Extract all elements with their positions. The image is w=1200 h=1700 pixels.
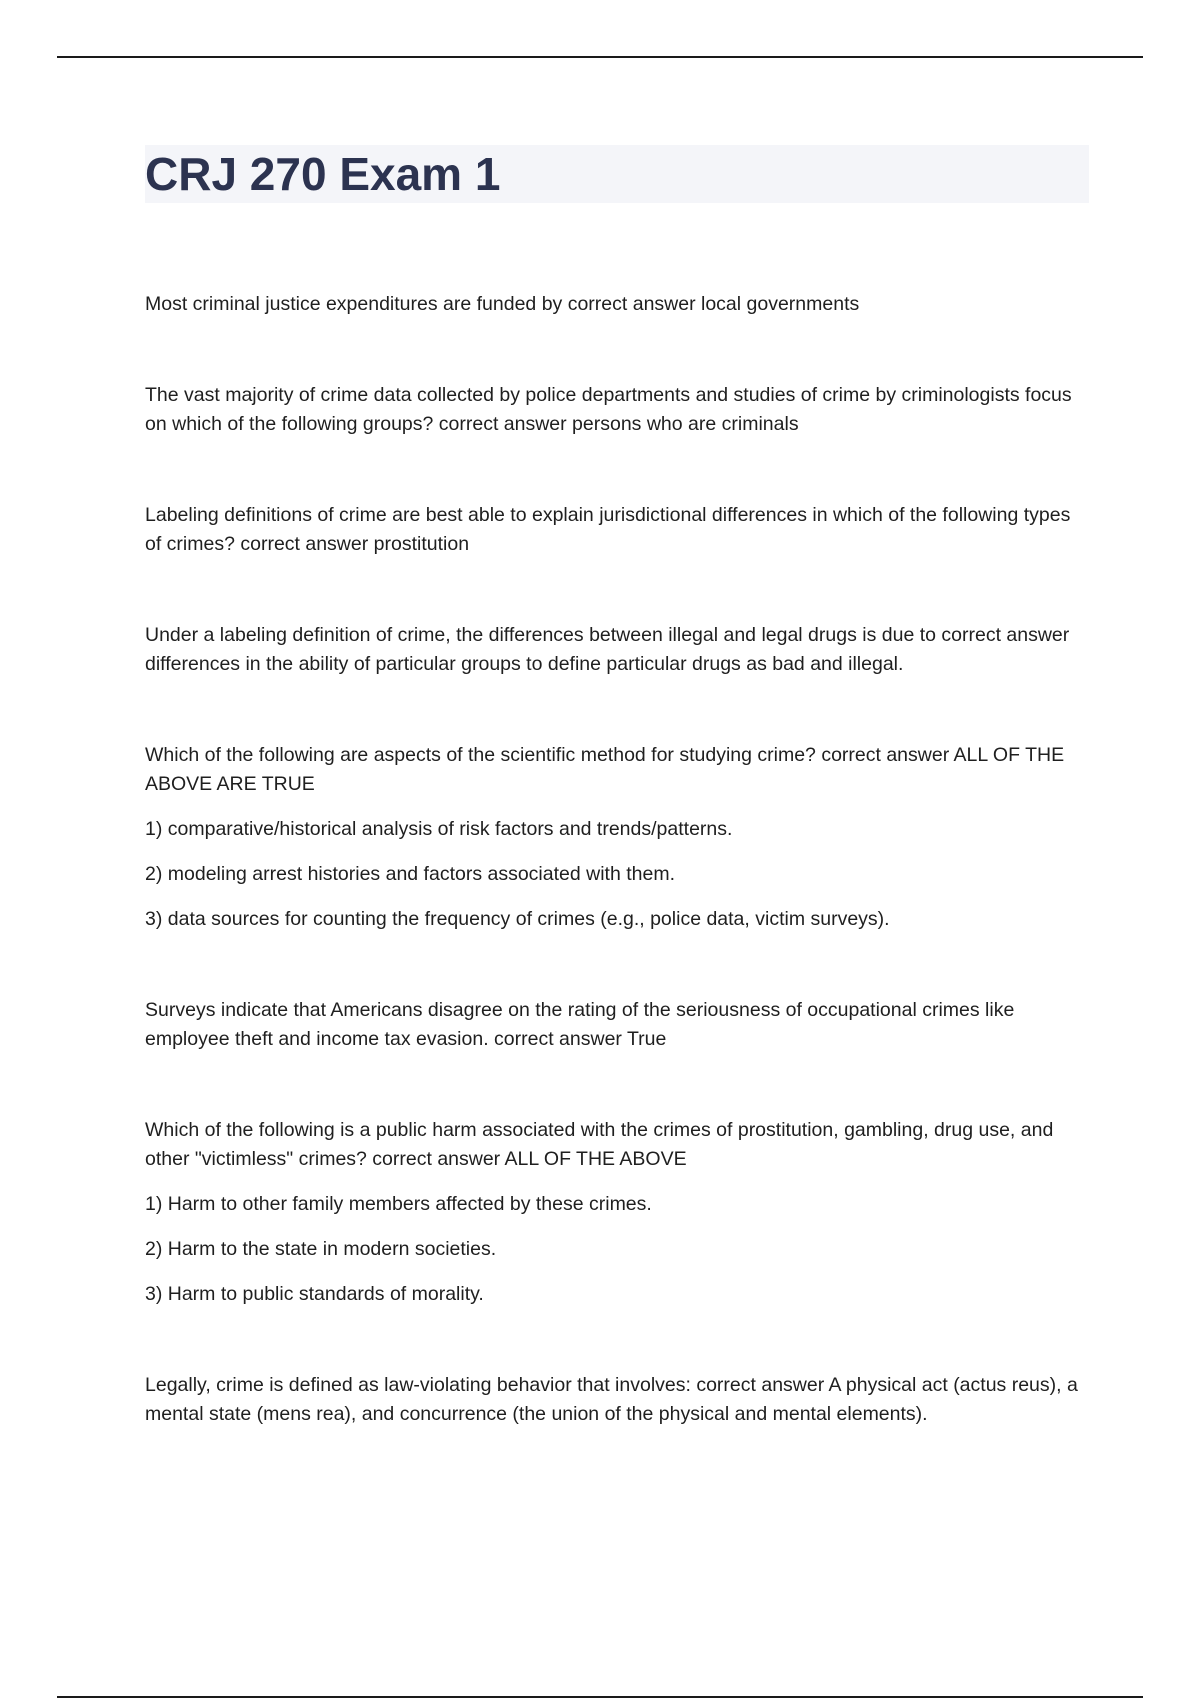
option-item: 2) Harm to the state in modern societies. — [145, 1238, 497, 1260]
qa-item — [145, 621, 1085, 679]
option-item: 1) comparative/historical analysis of risk factors and trends/patterns. — [145, 818, 733, 840]
qa-item — [145, 996, 1085, 1054]
qa-item — [145, 501, 1085, 559]
qa-item — [145, 290, 1085, 319]
page-title: CRJ 270 Exam 1 — [145, 148, 501, 200]
option-item: 2) modeling arrest histories and factors associated with them. — [145, 863, 675, 885]
qa-item — [145, 1116, 1085, 1309]
qa-text: Which of the following is a public harm associated with the crimes of prostitution, gambling, drug use, and other "victimless" crimes? correct answer ALL OF THE ABOVE — [145, 1119, 1054, 1170]
option-item: 3) Harm to public standards of morality. — [145, 1283, 484, 1305]
qa-text: Under a labeling definition of crime, the differences between illegal and legal drugs is due to correct answer differences in the ability of particular groups to define particular drugs as bad and illegal. — [145, 624, 1070, 675]
footer-rule — [57, 1696, 1143, 1698]
qa-item — [145, 741, 1085, 934]
option-list — [145, 815, 1085, 934]
qa-text: The vast majority of crime data collected by police departments and studies of crime by criminologists focus on which of the following groups? correct answer persons who are criminals — [145, 384, 1072, 435]
option-item: 3) data sources for counting the frequency of crimes (e.g., police data, victim surveys). — [145, 908, 890, 930]
qa-text: Surveys indicate that Americans disagree on the rating of the seriousness of occupational crimes like employee theft and income tax evasion. correct answer True — [145, 999, 1015, 1050]
qa-item — [145, 381, 1085, 439]
qa-text: Most criminal justice expenditures are funded by correct answer local governments — [145, 293, 860, 315]
qa-text: Which of the following are aspects of the scientific method for studying crime? correct answer ALL OF THE ABOVE ARE TRUE — [145, 744, 1065, 795]
option-item: 1) Harm to other family members affected by these crimes. — [145, 1193, 652, 1215]
header-rule — [57, 56, 1143, 58]
title-banner — [145, 145, 1089, 203]
qa-item — [145, 1371, 1085, 1429]
option-list — [145, 1190, 1085, 1309]
document-body — [145, 290, 1085, 1491]
qa-text: Legally, crime is defined as law-violating behavior that involves: correct answer A physical act (actus reus), a mental state (mens rea), and concurrence (the union of the physical and mental elements). — [145, 1374, 1078, 1425]
qa-text: Labeling definitions of crime are best able to explain jurisdictional differences in which of the following types of crimes? correct answer prostitution — [145, 504, 1071, 555]
